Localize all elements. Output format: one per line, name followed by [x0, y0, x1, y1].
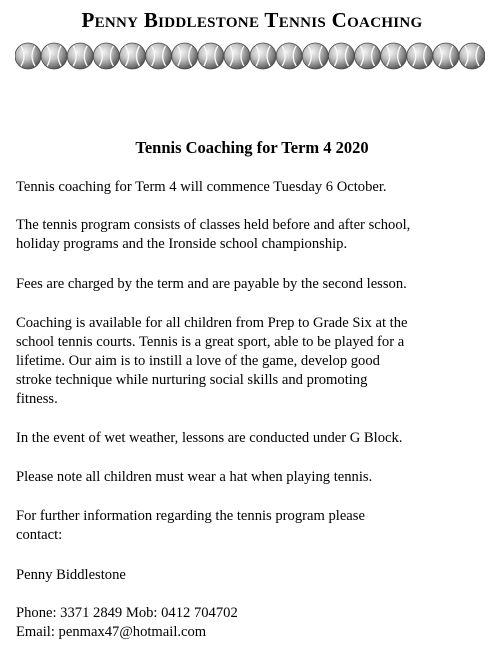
- tennis-ball-icon: [67, 43, 93, 69]
- paragraph-fees: [16, 275, 494, 294]
- header-title: Penny Biddlestone Tennis Coaching: [81, 8, 423, 32]
- paragraph-line: Coaching is available for all children from Prep to Grade Six at the: [16, 315, 408, 331]
- contact-email: Email: penmax47@hotmail.com: [16, 624, 207, 640]
- tennis-ball-icon: [119, 43, 145, 69]
- paragraph-commence: [16, 178, 494, 197]
- tennis-ball-icon: [433, 43, 459, 69]
- tennis-ball-icon: [459, 43, 485, 69]
- paragraph-wet-weather: [16, 429, 494, 448]
- tennis-ball-icon: [146, 43, 172, 69]
- tennis-ball-icon: [407, 43, 433, 69]
- paragraph-line: The tennis program consists of classes held before and after school,: [16, 217, 411, 233]
- contact-phone: Phone: 3371 2849 Mob: 0412 704702: [16, 605, 238, 621]
- contact-name: [16, 566, 494, 585]
- tennis-ball-icon: [302, 43, 328, 69]
- tennis-ball-icon: [328, 43, 354, 69]
- tennis-ball-icon: [250, 43, 276, 69]
- tennis-ball-icon: [355, 43, 381, 69]
- paragraph-program: [16, 216, 494, 254]
- tennis-ball-icon: [224, 43, 250, 69]
- document-title: Tennis Coaching for Term 4 2020: [135, 138, 369, 157]
- tennis-ball-icon: [15, 43, 41, 69]
- paragraph-line: school tennis courts. Tennis is a great sport, able to be played for a: [16, 334, 405, 350]
- tennis-ball-icon: [198, 43, 224, 69]
- paragraph-hat: [16, 468, 494, 487]
- tennis-ball-row-graphic: [15, 41, 485, 71]
- tennis-ball-icon: [93, 43, 119, 69]
- paragraph-further-info: [16, 507, 494, 545]
- tennis-ball-icon: [276, 43, 302, 69]
- tennis-ball-icon: [172, 43, 198, 69]
- tennis-ball-row: [15, 41, 485, 71]
- paragraph-line: Fees are charged by the term and are payable by the second lesson.: [16, 276, 407, 292]
- paragraph-line: stroke technique while nurturing social skills and promoting: [16, 372, 368, 388]
- paragraph-line: Tennis coaching for Term 4 will commence Tuesday 6 October.: [16, 179, 387, 195]
- paragraph-line: contact:: [16, 527, 63, 543]
- contact-details: [16, 604, 494, 642]
- paragraph-line: Penny Biddlestone: [16, 567, 126, 583]
- paragraph-line: For further information regarding the tennis program please: [16, 508, 365, 524]
- paragraph-coaching: [16, 314, 494, 409]
- paragraph-line: fitness.: [16, 391, 58, 407]
- paragraph-line: lifetime. Our aim is to instill a love of the game, develop good: [16, 353, 380, 369]
- tennis-ball-icon: [381, 43, 407, 69]
- paragraph-line: In the event of wet weather, lessons are conducted under G Block.: [16, 430, 403, 446]
- tennis-ball-icon: [41, 43, 67, 69]
- paragraph-line: holiday programs and the Ironside school championship.: [16, 236, 348, 252]
- paragraph-line: Please note all children must wear a hat when playing tennis.: [16, 469, 373, 485]
